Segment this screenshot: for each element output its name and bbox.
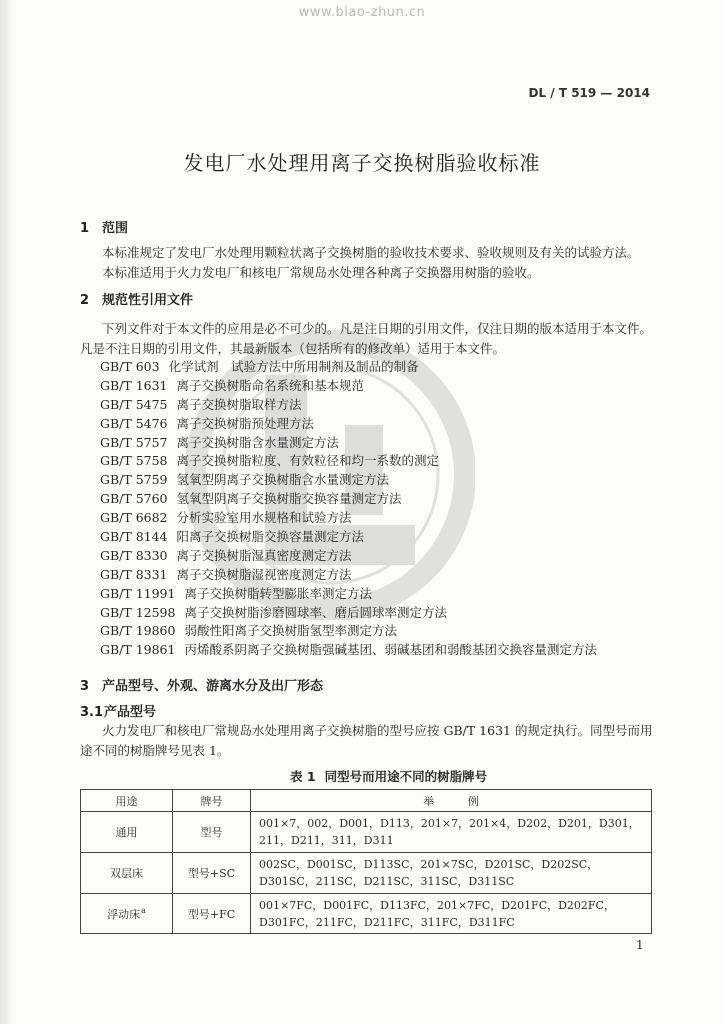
section-1-heading bbox=[80, 219, 128, 238]
reference-code: GB/T 5475 bbox=[100, 396, 168, 412]
reference-title: 氢氧型阴离子交换树脂含水量测定方法 bbox=[176, 472, 390, 488]
section-3-heading bbox=[80, 677, 323, 696]
subsection-title: 产品型号 bbox=[104, 705, 157, 720]
cell-examples: 002SC，D001SC，D113SC，201×7SC，D201SC，D202SC，D301SC，211SC，D211SC，311SC，D311SC bbox=[251, 853, 652, 894]
site-watermark: www.biao-zhun.cn bbox=[298, 5, 426, 20]
subsection-3-1-heading bbox=[80, 703, 156, 722]
cell-use bbox=[81, 812, 173, 853]
cell-examples: 001×7FC，D001FC，D113FC，201×7FC，D201FC，D202FC，D301FC，211FC，D211FC，311FC，D311FC bbox=[251, 894, 652, 934]
reference-code: GB/T 12598 bbox=[100, 604, 176, 620]
table-header-row bbox=[81, 790, 652, 812]
reference-code: GB/T 8144 bbox=[100, 529, 168, 545]
section-title: 范围 bbox=[102, 221, 129, 236]
reference-title: 丙烯酸系阴离子交换树脂强碱基团、弱碱基团和弱酸基团交换容量测定方法 bbox=[184, 642, 597, 658]
reference-code: GB/T 5758 bbox=[100, 453, 168, 469]
reference-title: 氢氧型阴离子交换树脂交换容量测定方法 bbox=[176, 491, 402, 507]
section-number: 3 bbox=[80, 679, 90, 694]
reference-item bbox=[100, 358, 597, 377]
table-row bbox=[81, 853, 652, 894]
reference-item bbox=[100, 585, 597, 604]
reference-code: GB/T 5759 bbox=[100, 472, 168, 488]
reference-title: 离子交换树脂湿真密度测定方法 bbox=[176, 547, 352, 563]
subsection-3-1-line-1: 火力发电厂和核电厂常规岛水处理用离子交换树脂的型号应按 GB/T 1631 的规定执行。同型号而用 bbox=[102, 723, 653, 738]
header-use: 用途 bbox=[81, 790, 173, 812]
subsection-3-1-line-2: 途不同的树脂牌号见表 1。 bbox=[80, 743, 230, 758]
reference-title: 化学试剂 试验方法中所用制剂及制品的制备 bbox=[168, 359, 419, 374]
section-number: 2 bbox=[80, 293, 90, 308]
reference-code: GB/T 603 bbox=[100, 359, 160, 374]
section-number: 1 bbox=[80, 221, 90, 236]
cell-grade: 型号+FC bbox=[173, 894, 251, 934]
cell-grade: 型号+SC bbox=[173, 853, 251, 894]
reference-title: 离子交换树脂粒度、有效粒径和均一系数的测定 bbox=[176, 453, 440, 469]
reference-item bbox=[100, 396, 597, 415]
page-number: 1 bbox=[636, 938, 644, 952]
reference-item bbox=[100, 434, 597, 453]
reference-item bbox=[100, 377, 597, 396]
reference-code: GB/T 5760 bbox=[100, 491, 168, 507]
section-2-intro-line-1: 下列文件对于本文件的应用是必不可少的。凡是注日期的引用文件，仅注日期的版本适用于本文件。 bbox=[102, 321, 653, 336]
reference-code: GB/T 1631 bbox=[100, 377, 168, 393]
reference-title: 分析实验室用水规格和试验方法 bbox=[176, 510, 352, 526]
normative-references-list bbox=[100, 358, 597, 660]
cell-grade: 型号 bbox=[173, 812, 251, 853]
header-examples: 举 例 bbox=[251, 790, 652, 812]
use-text: 通用 bbox=[115, 826, 138, 839]
reference-title: 离子交换树脂含水量测定方法 bbox=[176, 434, 340, 450]
table-caption-number: 表 1 bbox=[290, 769, 316, 784]
reference-code: GB/T 6682 bbox=[100, 510, 168, 526]
reference-title: 弱酸性阳离子交换树脂氢型率测定方法 bbox=[184, 623, 397, 639]
grade-table bbox=[80, 789, 652, 934]
reference-item bbox=[100, 452, 597, 471]
reference-title: 离子交换树脂取样方法 bbox=[176, 396, 302, 412]
reference-code: GB/T 5476 bbox=[100, 415, 168, 431]
reference-item bbox=[100, 509, 597, 528]
section-1-paragraph-1: 本标准规定了发电厂水处理用颗粒状离子交换树脂的验收技术要求、验收规则及有关的试验方法。 bbox=[102, 245, 640, 260]
cell-examples: 001×7，002，D001，D113，201×7，201×4，D202，D201，D301，211，D211，311，D311 bbox=[251, 812, 652, 853]
section-title: 规范性引用文件 bbox=[102, 293, 194, 308]
section-title: 产品型号、外观、游离水分及出厂形态 bbox=[102, 679, 324, 694]
document-title: 发电厂水处理用离子交换树脂验收标准 bbox=[183, 151, 541, 175]
reference-code: GB/T 8330 bbox=[100, 547, 168, 563]
cell-use bbox=[81, 894, 173, 934]
reference-title: 离子交换树脂渗磨圆球率、磨后圆球率测定方法 bbox=[184, 604, 447, 620]
document-code: DL / T 519 — 2014 bbox=[528, 86, 650, 100]
reference-code: GB/T 5757 bbox=[100, 434, 168, 450]
section-1-paragraph-2: 本标准适用于火力发电厂和核电厂常规岛水处理各种离子交换器用树脂的验收。 bbox=[102, 265, 540, 280]
table-caption-title: 同型号而用途不同的树脂牌号 bbox=[324, 769, 488, 784]
reference-item bbox=[100, 604, 597, 623]
reference-code: GB/T 8331 bbox=[100, 566, 168, 582]
reference-item bbox=[100, 641, 597, 660]
section-2-intro-line-2: 凡是不注日期的引用文件，其最新版本（包括所有的修改单）适用于本文件。 bbox=[80, 341, 506, 356]
reference-item bbox=[100, 490, 597, 509]
subsection-number: 3.1 bbox=[80, 705, 104, 720]
reference-item bbox=[100, 415, 597, 434]
reference-title: 离子交换树脂湿视密度测定方法 bbox=[176, 566, 352, 582]
reference-title: 离子交换树脂预处理方法 bbox=[176, 415, 315, 431]
reference-code: GB/T 19861 bbox=[100, 642, 176, 658]
use-text: 双层床 bbox=[110, 867, 143, 880]
table-1-caption bbox=[290, 767, 487, 786]
footnote-marker: a bbox=[141, 905, 146, 915]
reference-title: 离子交换树脂转型膨胀率测定方法 bbox=[184, 585, 372, 601]
reference-item bbox=[100, 471, 597, 490]
use-text: 浮动床 bbox=[107, 907, 141, 921]
reference-code: GB/T 19860 bbox=[100, 623, 176, 639]
table-row bbox=[81, 812, 652, 853]
reference-item bbox=[100, 547, 597, 566]
header-grade: 牌号 bbox=[173, 790, 251, 812]
reference-code: GB/T 11991 bbox=[100, 585, 176, 601]
reference-title: 阳离子交换树脂交换容量测定方法 bbox=[176, 529, 365, 545]
reference-item bbox=[100, 566, 597, 585]
reference-item bbox=[100, 622, 597, 641]
table-row bbox=[81, 894, 652, 934]
reference-title: 离子交换树脂命名系统和基本规范 bbox=[176, 377, 365, 393]
reference-item bbox=[100, 528, 597, 547]
cell-use bbox=[81, 853, 173, 894]
section-2-heading bbox=[80, 291, 193, 310]
